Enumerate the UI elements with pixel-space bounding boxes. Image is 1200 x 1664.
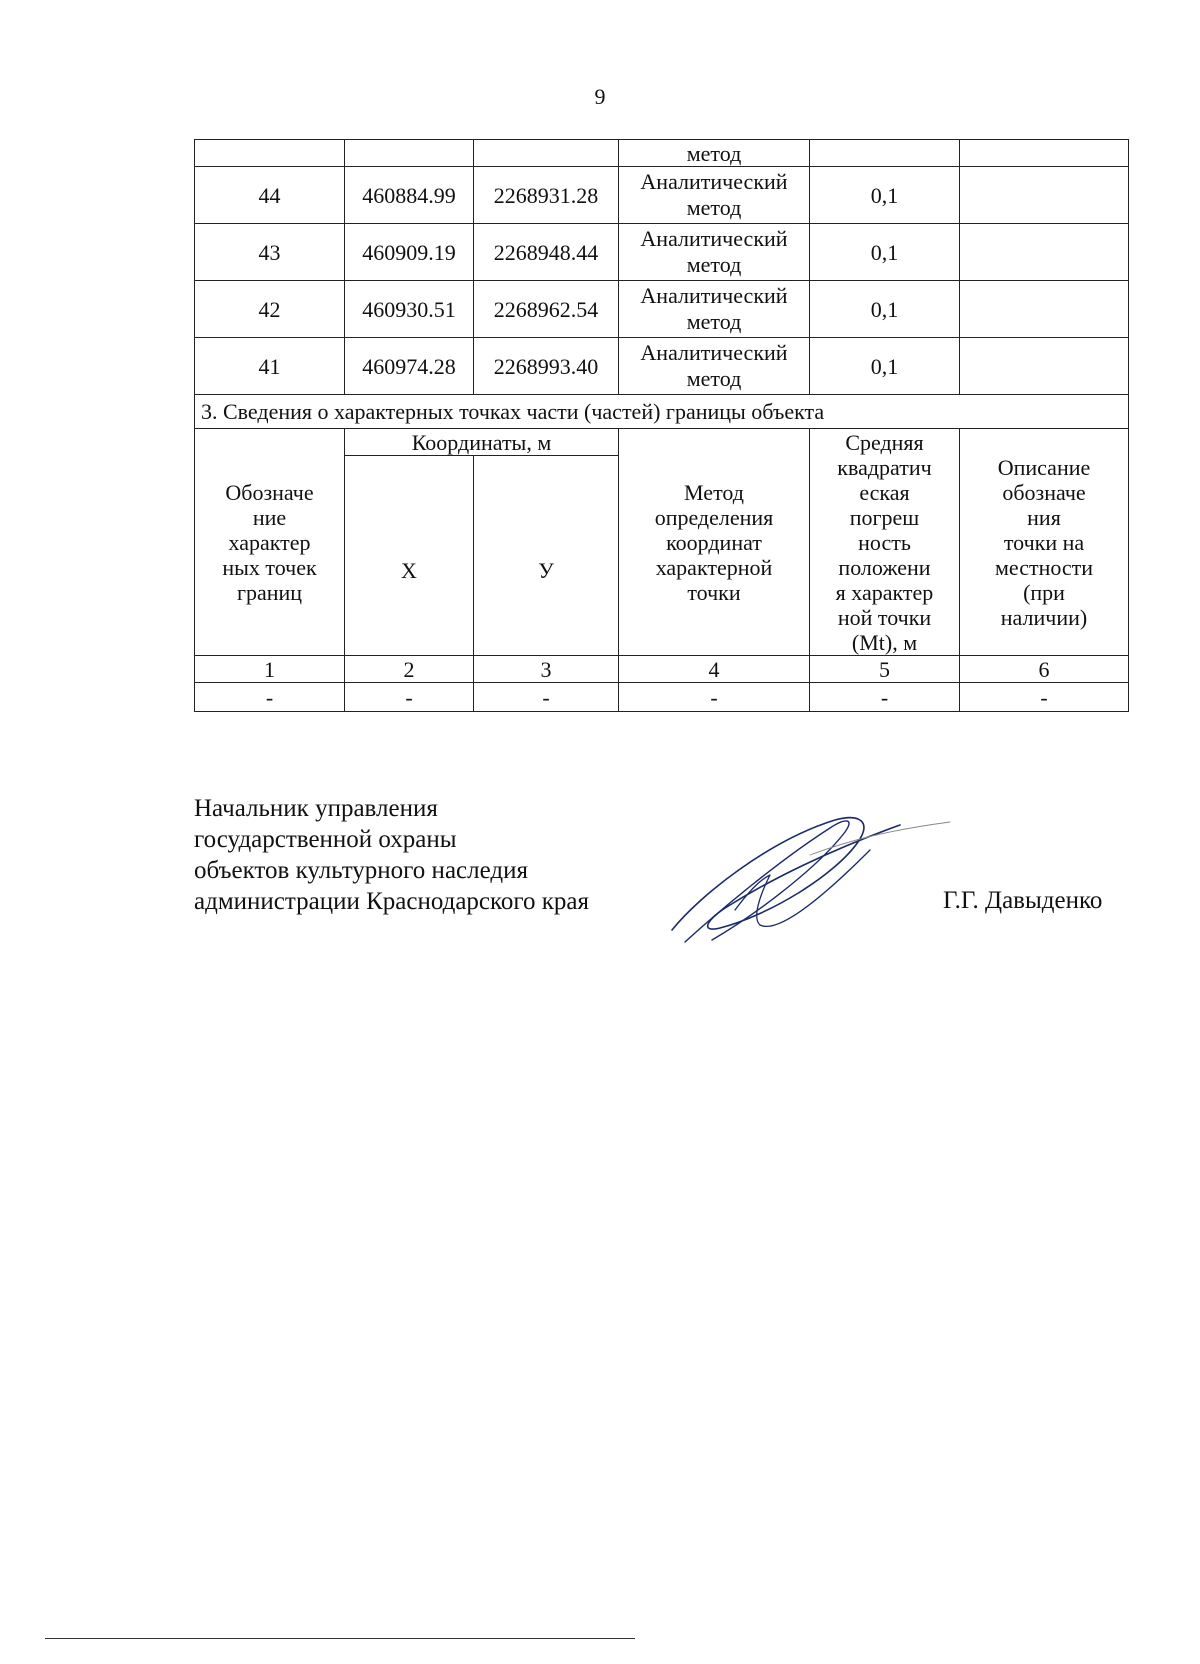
y-coord-cell: 2268962.54 <box>474 281 619 338</box>
table-row <box>195 338 1129 395</box>
point-id-cell: 44 <box>195 167 345 224</box>
signer-name: Г.Г. Давыденко <box>943 887 1103 914</box>
boundary-points-table <box>194 139 1129 712</box>
table-row <box>195 281 1129 338</box>
point-id-cell: 41 <box>195 338 345 395</box>
empty-data-row <box>195 683 1129 712</box>
error-cell: 0,1 <box>810 281 960 338</box>
section-title-row <box>195 395 1129 429</box>
column-number: 1 <box>195 656 345 683</box>
method-cell: метод <box>619 140 810 167</box>
page-number: 9 <box>594 84 606 109</box>
y-coord-cell: 2268948.44 <box>474 224 619 281</box>
empty-cell: - <box>810 683 960 712</box>
column-number: 4 <box>619 656 810 683</box>
column-number: 3 <box>474 656 619 683</box>
method-cell: Аналитический метод <box>619 281 810 338</box>
point-id-cell: 43 <box>195 224 345 281</box>
header-y: У <box>474 456 619 656</box>
y-coord-cell: 2268931.28 <box>474 167 619 224</box>
error-cell: 0,1 <box>810 338 960 395</box>
method-cell: Аналитический метод <box>619 224 810 281</box>
header-point-designation: Обозначе ние характер ных точек границ <box>195 429 345 656</box>
header-method: Метод определения координат характерной точки <box>619 429 810 656</box>
point-id-cell: 42 <box>195 281 345 338</box>
error-cell: 0,1 <box>810 224 960 281</box>
empty-cell: - <box>960 683 1129 712</box>
x-coord-cell: 460974.28 <box>345 338 474 395</box>
signature-strokes <box>672 818 950 942</box>
header-mean-error: Средняя квадратич еская погреш ность положени я характер ной точки (Mt), м <box>810 429 960 656</box>
error-cell: 0,1 <box>810 167 960 224</box>
header-coordinates: Координаты, м <box>345 429 619 456</box>
method-cell: Аналитический метод <box>619 338 810 395</box>
handwritten-signature <box>660 800 960 950</box>
section-title: 3. Сведения о характерных точках части (частей) границы объекта <box>195 395 1129 429</box>
method-cell: Аналитический метод <box>619 167 810 224</box>
table-header-row <box>195 429 1129 456</box>
table-row-continued <box>195 140 1129 167</box>
description-cell <box>960 338 1129 395</box>
x-coord-cell: 460884.99 <box>345 167 474 224</box>
footer-divider <box>45 1638 635 1639</box>
x-coord-cell: 460930.51 <box>345 281 474 338</box>
empty-cell: - <box>474 683 619 712</box>
column-number: 6 <box>960 656 1129 683</box>
column-number: 2 <box>345 656 474 683</box>
description-cell <box>960 281 1129 338</box>
signer-title: Начальник управления государственной охраны объектов культурного наследия администрации Краснодарского края <box>194 795 590 915</box>
table-row <box>195 167 1129 224</box>
description-cell <box>960 224 1129 281</box>
empty-cell: - <box>619 683 810 712</box>
table-row <box>195 224 1129 281</box>
empty-cell: - <box>195 683 345 712</box>
x-coord-cell: 460909.19 <box>345 224 474 281</box>
header-description: Описание обозначе ния точки на местности (при наличии) <box>960 429 1129 656</box>
description-cell <box>960 167 1129 224</box>
empty-cell: - <box>345 683 474 712</box>
y-coord-cell: 2268993.40 <box>474 338 619 395</box>
column-number: 5 <box>810 656 960 683</box>
column-numbers-row <box>195 656 1129 683</box>
header-x: X <box>345 456 474 656</box>
